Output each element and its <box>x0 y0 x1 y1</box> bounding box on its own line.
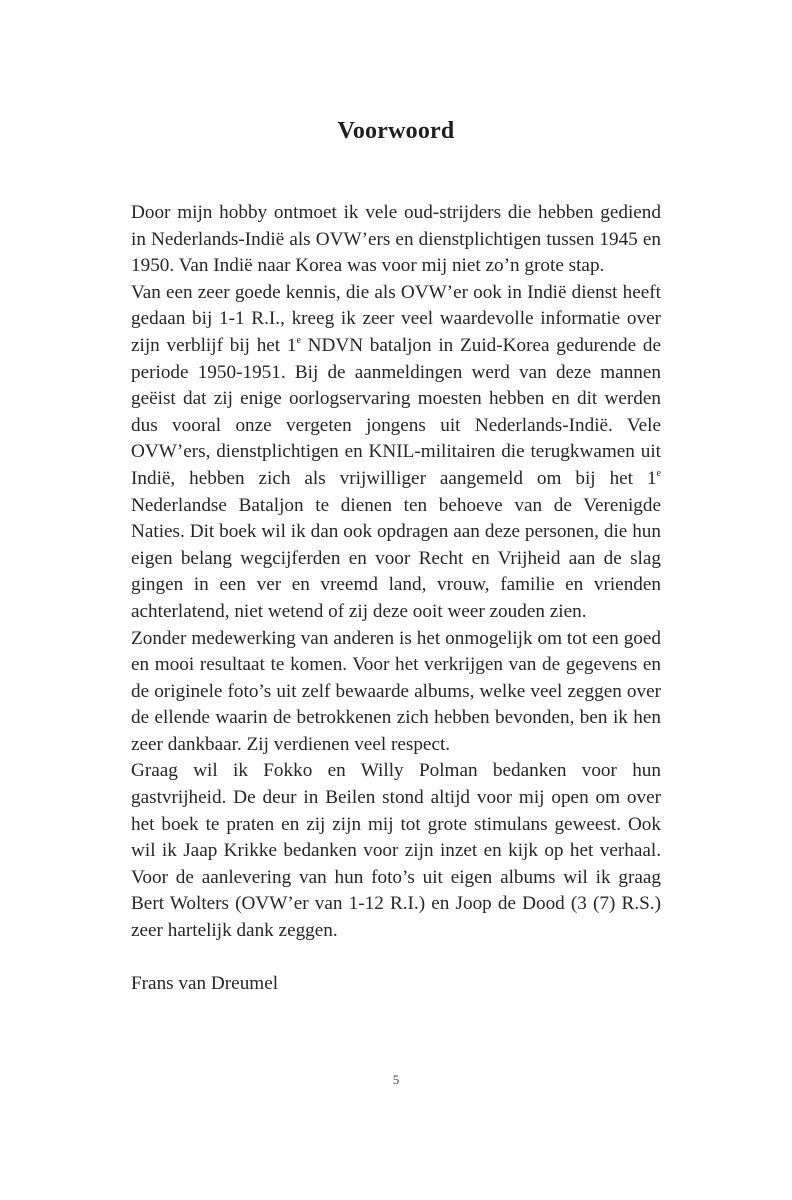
paragraph-3: Zonder medewerking van anderen is het onmogelijk om tot een goed en mooi resultaat te komen. Voor het verkrijgen van de gegevens en de originele foto’s uit zelf bewaarde albums, welke veel zeggen over de ellende waarin de betrokkenen zich hebben bevonden, ben ik hen zeer dankbaar. Zij verdienen veel respect. <box>131 627 661 755</box>
page-title: Voorwoord <box>337 118 455 144</box>
paragraph-4: Graag wil ik Fokko en Willy Polman bedanken voor hun gastvrijheid. De deur in Beilen stond altijd voor mij open om over het boek te praten en zij zijn mij tot grote stimulans geweest. Ook wil ik Jaap Krikke bedanken voor zijn inzet en kijk op het verhaal. Voor de aanlevering van hun foto’s uit eigen albums wil ik graag Bert Wolters (OVW’er van 1-12 R.I.) en Joop de Dood (3 (7) R.S.) zeer hartelijk dank zeggen. <box>131 760 661 942</box>
paragraph-1: Door mijn hobby ontmoet ik vele oud-strijders die hebben gediend in Nederlands-Indië als OVW’ers en dienstplichtigen tussen 1945 en 1950. Van Indië naar Korea was voor mij niet zo’n grote stap. <box>131 202 661 277</box>
author-signature: Frans van Dreumel <box>131 972 279 994</box>
paragraph-2: Van een zeer goede kennis, die als OVW’er ook in Indië dienst heeft gedaan bij 1-1 R.I., kreeg ik zeer veel waardevolle informatie over zijn verblijf bij het 1e NDVN bataljon in Zuid-Korea gedurende de periode 1950-1951. Bij de aanmeldingen werd van deze mannen geëist dat zij enige oorlogservaring moesten hebben en dit werden dus vooral onze vergeten jongens uit Nederlands-Indië. Vele OVW’ers, dienstplichtigen en KNIL-militairen die terugkwamen uit Indië, hebben zich als vrijwilliger aangemeld om bij het 1e Nederlandse Bataljon te dienen ten behoeve van de Verenigde Naties. Dit boek wil ik dan ook opdragen aan deze personen, die hun eigen belang wegcijferden en voor Recht en Vrijheid aan de slag gingen in een ver en vreemd land, vrouw, familie en vrienden achterlatend, niet wetend of zij deze ooit weer zouden zien. <box>131 281 661 622</box>
page-number: 5 <box>392 1072 400 1087</box>
foreword-body <box>131 200 661 997</box>
